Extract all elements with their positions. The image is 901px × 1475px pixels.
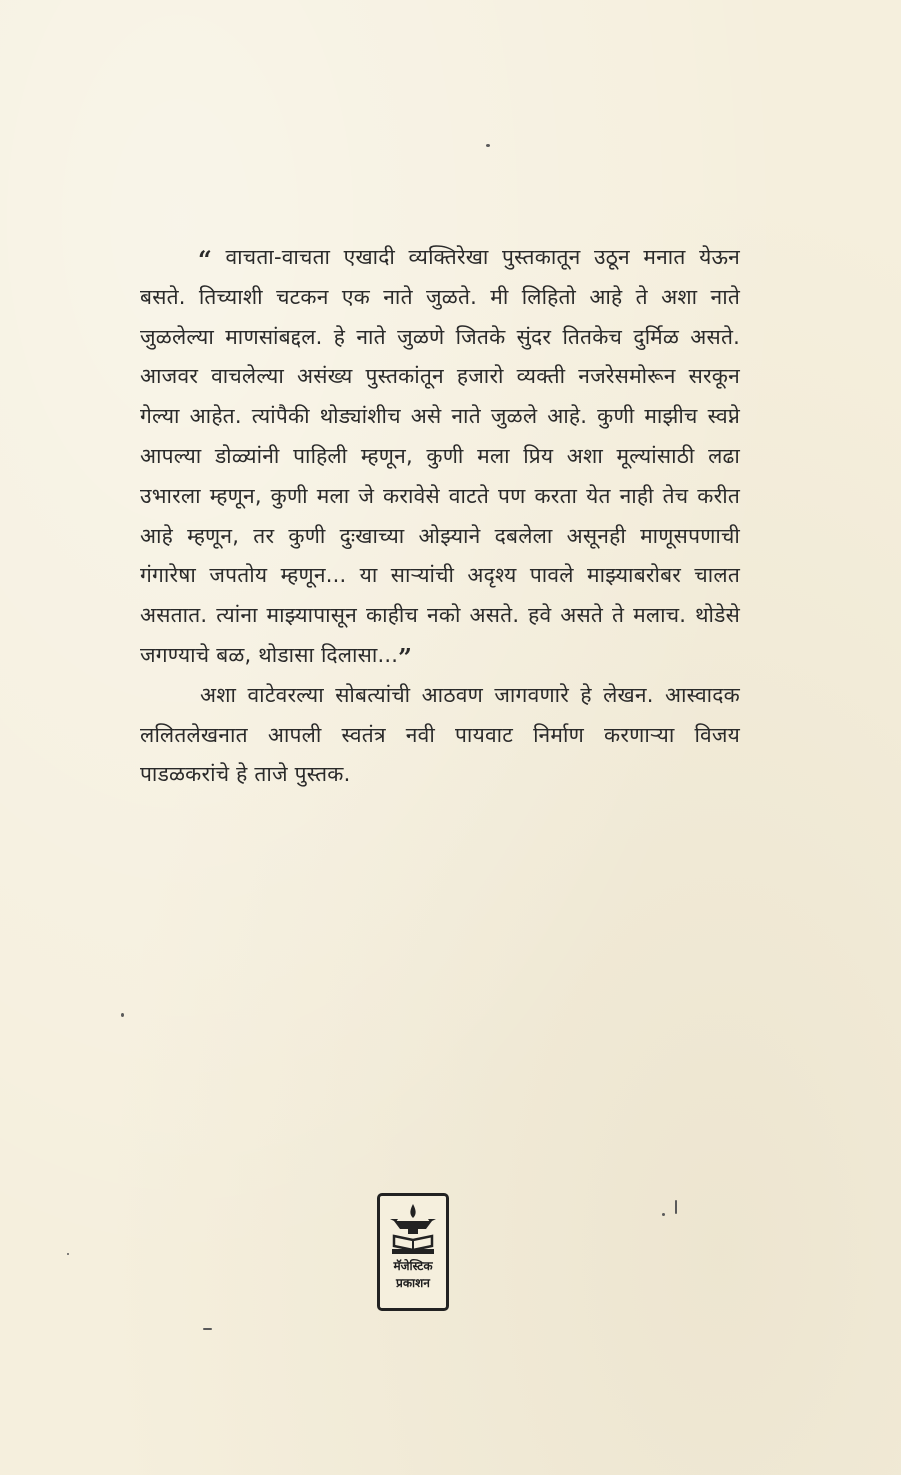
close-quote-mark: ” bbox=[398, 642, 413, 672]
paper-speck bbox=[486, 144, 490, 147]
publisher-logo bbox=[377, 1193, 449, 1311]
paper-speck bbox=[121, 1013, 124, 1017]
quote-text: वाचता-वाचता एखादी व्यक्तिरेखा पुस्तकातून उठून मनात येऊन बसते. तिच्याशी चटकन एक नाते जुळते. मी लिहितो आहे ते अशा नाते जुळलेल्या माणसांबद्दल. हे नाते जुळणे जितके सुंदर तितकेच दुर्मिळ असते. आजवर वाचलेल्या असंख्य पुस्तकांतून हजारो व्यक्ती नजरेसमोरून सरकून गेल्या आहेत. त्यांपैकी थोड्यांशीच असे नाते जुळले आहे. कुणी माझीच स्वप्ने आपल्या डोळ्यांनी पाहिली म्हणून, कुणी मला प्रिय अशा मूल्यांसाठी लढा उभारला म्हणून, कुणी मला जे करावेसे वाटते पण करता येत नाही तेच करीत आहे म्हणून, तर कुणी दुःखाच्या ओझ्याने दबलेला असूनही माणूसपणाची गंगारेषा जपतोय म्हणून... या साऱ्यांची अदृश्य पावले माझ्याबरोबर चालत असतात. त्यांना माझ्यापासून काहीच नको असते. हवे असते ते मलाच. थोडेसे जगण्याचे बळ, थोडासा दिलासा... bbox=[140, 245, 740, 667]
open-quote-mark: “ bbox=[198, 245, 213, 274]
blurb-text bbox=[140, 238, 740, 795]
paper-speck bbox=[662, 1213, 665, 1216]
paper-speck bbox=[203, 1328, 212, 1330]
lamp-icon bbox=[386, 1202, 440, 1256]
publisher-name-line1: मॅजेस्टिक bbox=[393, 1259, 433, 1273]
paper-speck bbox=[675, 1200, 677, 1214]
blurb-description-paragraph: अशा वाटेवरल्या सोबत्यांची आठवण जागवणारे हे लेखन. आस्वादक ललितलेखनात आपली स्वतंत्र नवी पायवाट निर्माण करणाऱ्या विजय पाडळकरांचे हे ताजे पुस्तक. bbox=[140, 682, 740, 787]
blurb-quote-paragraph bbox=[140, 238, 740, 676]
paper-speck bbox=[67, 1253, 69, 1255]
publisher-name-line2: प्रकाशन bbox=[396, 1276, 430, 1290]
